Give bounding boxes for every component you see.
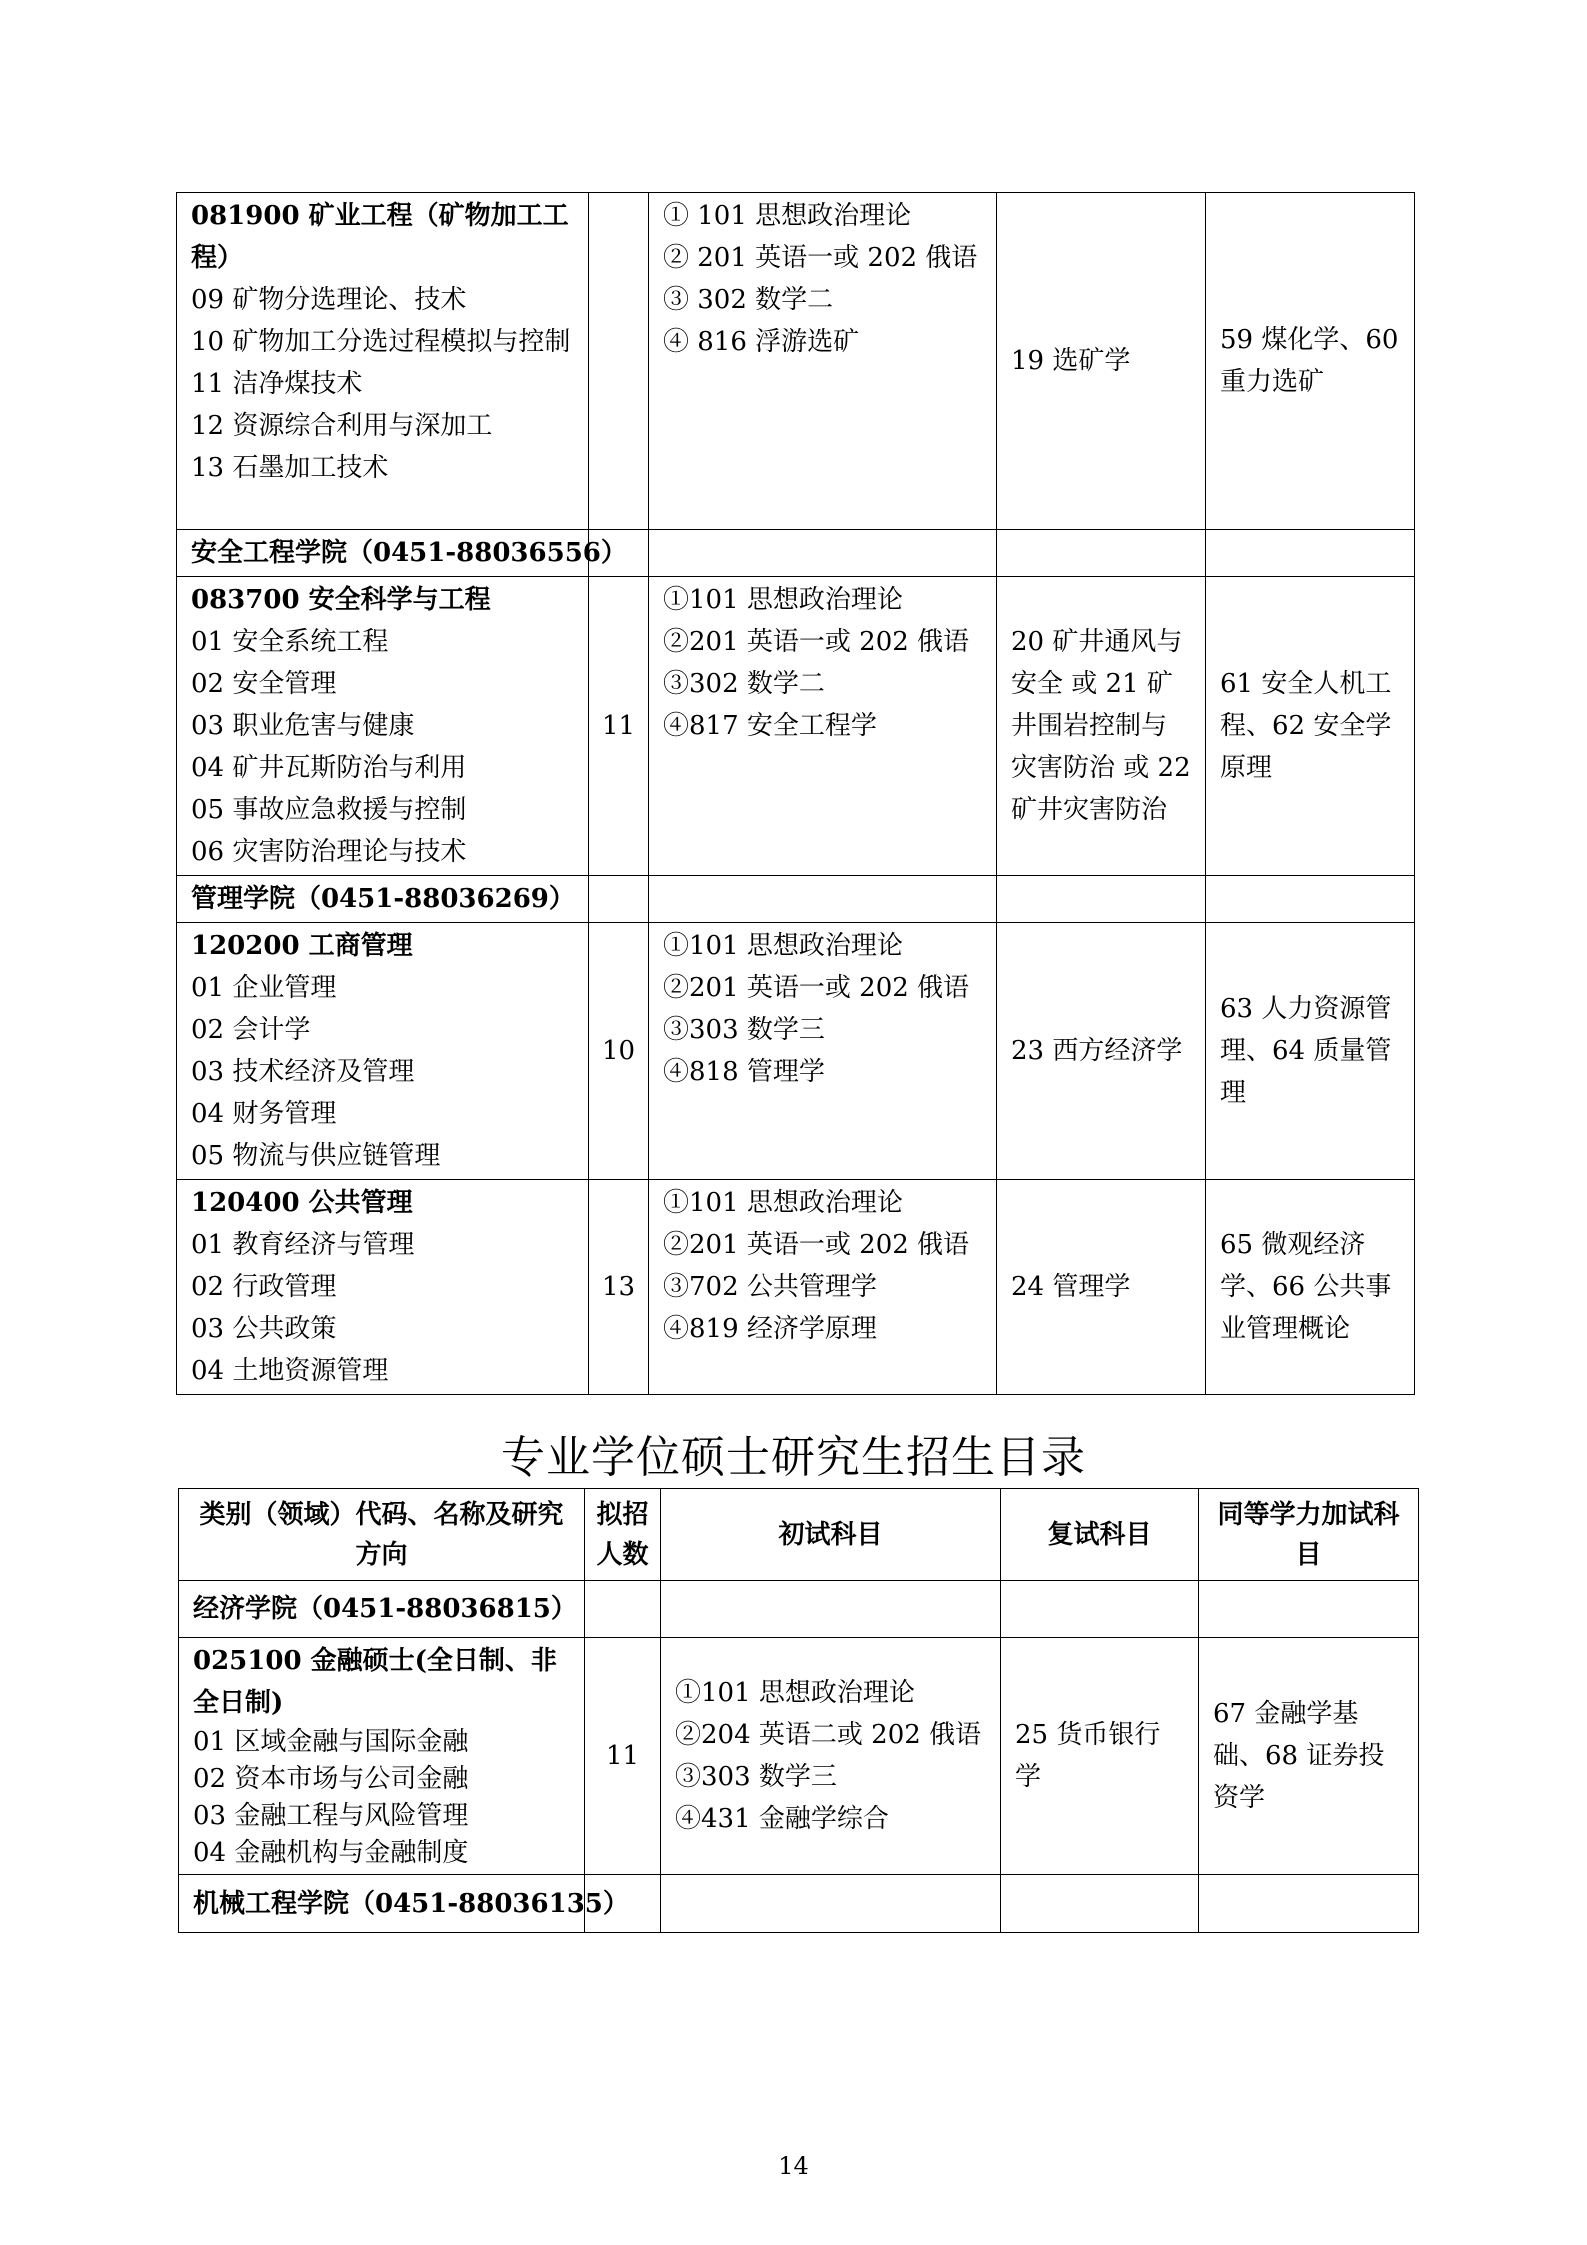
- exam-subject: ④817 安全工程学: [663, 711, 877, 741]
- direction: 04 矿井瓦斯防治与利用: [191, 753, 467, 783]
- retest-cell: 25 货币银行学: [1001, 1638, 1199, 1875]
- direction: 02 安全管理: [191, 669, 337, 699]
- exam-subject: ④818 管理学: [663, 1057, 825, 1087]
- program-cell: [179, 1638, 585, 1875]
- department-name: 机械工程学院（0451-88036135）: [179, 1875, 585, 1933]
- empty-cell: [997, 876, 1206, 923]
- exam-subject: ④819 经济学原理: [663, 1314, 877, 1344]
- empty-cell: [997, 530, 1206, 577]
- exam-subject: ①101 思想政治理论: [663, 1188, 903, 1218]
- extra-exam-cell: 65 微观经济学、66 公共事业管理概论: [1206, 1180, 1415, 1395]
- retest-cell: 24 管理学: [997, 1180, 1206, 1395]
- empty-cell: [661, 1581, 1001, 1638]
- direction: 04 土地资源管理: [191, 1356, 389, 1386]
- empty-cell: [1199, 1581, 1419, 1638]
- exam-subject: ① 101 思想政治理论: [663, 201, 912, 231]
- quota-cell: 11: [585, 1638, 661, 1875]
- direction: 03 公共政策: [191, 1314, 337, 1344]
- empty-cell: [1199, 1875, 1419, 1933]
- department-row: [179, 1581, 1419, 1638]
- empty-cell: [661, 1875, 1001, 1933]
- direction: 01 企业管理: [191, 973, 337, 1003]
- exam-subject: ①101 思想政治理论: [663, 931, 903, 961]
- direction: 05 事故应急救援与控制: [191, 795, 467, 825]
- direction: 13 石墨加工技术: [191, 453, 389, 483]
- extra-exam-cell: 59 煤化学、60 重力选矿: [1206, 193, 1415, 530]
- direction: 11 洁净煤技术: [191, 369, 363, 399]
- department-row: [177, 876, 1415, 923]
- empty-cell: [649, 876, 997, 923]
- catalog-table-professional: [178, 1488, 1419, 1933]
- exam-subject: ②201 英语一或 202 俄语: [663, 627, 970, 657]
- exam-cell: [649, 193, 997, 530]
- exam-subject: ③303 数学三: [663, 1015, 825, 1045]
- direction: 03 技术经济及管理: [191, 1057, 415, 1087]
- department-row: [177, 530, 1415, 577]
- program-cell: [177, 1180, 589, 1395]
- direction: 01 安全系统工程: [191, 627, 389, 657]
- quota-cell: [589, 193, 649, 530]
- direction: 01 区域金融与国际金融: [193, 1727, 469, 1757]
- program-cell: [177, 923, 589, 1180]
- direction: 06 灾害防治理论与技术: [191, 837, 467, 867]
- exam-subject: ③302 数学二: [663, 669, 825, 699]
- direction: 02 行政管理: [191, 1272, 337, 1302]
- department-name: 经济学院（0451-88036815）: [179, 1581, 585, 1638]
- quota-cell: 10: [589, 923, 649, 1180]
- direction: 12 资源综合利用与深加工: [191, 411, 493, 441]
- exam-cell: [649, 577, 997, 876]
- direction: 01 教育经济与管理: [191, 1230, 415, 1260]
- extra-exam-cell: 63 人力资源管理、64 质量管理: [1206, 923, 1415, 1180]
- exam-subject: ③ 302 数学二: [663, 285, 834, 315]
- section-title: 专业学位硕士研究生招生目录: [501, 1432, 1086, 1483]
- exam-subject: ③303 数学三: [675, 1762, 837, 1792]
- empty-cell: [1001, 1875, 1199, 1933]
- program-row: [179, 1638, 1419, 1875]
- page-number: 14: [778, 2152, 809, 2180]
- exam-subject: ②201 英语一或 202 俄语: [663, 1230, 970, 1260]
- program-row: [177, 193, 1415, 530]
- header-quota: 拟招人数: [585, 1489, 661, 1581]
- exam-subject: ②204 英语二或 202 俄语: [675, 1720, 982, 1750]
- department-name: 管理学院（0451-88036269）: [177, 876, 589, 923]
- exam-subject: ② 201 英语一或 202 俄语: [663, 243, 978, 273]
- quota-cell: 13: [589, 1180, 649, 1395]
- header-retest: 复试科目: [1001, 1489, 1199, 1581]
- program-row: [177, 1180, 1415, 1395]
- retest-cell: 20 矿井通风与安全 或 21 矿井围岩控制与灾害防治 或 22 矿井灾害防治: [997, 577, 1206, 876]
- header-row: [179, 1489, 1419, 1581]
- empty-cell: [589, 876, 649, 923]
- header-exams: 初试科目: [661, 1489, 1001, 1581]
- department-row: [179, 1875, 1419, 1933]
- direction: 02 资本市场与公司金融: [193, 1764, 469, 1794]
- direction: 05 物流与供应链管理: [191, 1141, 441, 1171]
- exam-subject: ④ 816 浮游选矿: [663, 327, 860, 357]
- exam-subject: ③702 公共管理学: [663, 1272, 877, 1302]
- exam-subject: ①101 思想政治理论: [675, 1678, 915, 1708]
- exam-cell: [649, 1180, 997, 1395]
- direction: 03 金融工程与风险管理: [193, 1801, 469, 1831]
- program-row: [177, 577, 1415, 876]
- direction: 02 会计学: [191, 1015, 311, 1045]
- retest-cell: 23 西方经济学: [997, 923, 1206, 1180]
- program-title: 081900 矿业工程（矿物加工工程）: [191, 201, 569, 273]
- header-program: 类别（领域）代码、名称及研究方向: [179, 1489, 585, 1581]
- program-title: 120200 工商管理: [191, 931, 413, 961]
- retest-cell: 19 选矿学: [997, 193, 1206, 530]
- exam-subject: ④431 金融学综合: [675, 1804, 889, 1834]
- empty-cell: [649, 530, 997, 577]
- direction: 09 矿物分选理论、技术: [191, 285, 467, 315]
- program-title: 120400 公共管理: [191, 1188, 413, 1218]
- exam-subject: ①101 思想政治理论: [663, 585, 903, 615]
- exam-cell: [661, 1638, 1001, 1875]
- direction: 03 职业危害与健康: [191, 711, 415, 741]
- extra-exam-cell: 61 安全人机工程、62 安全学原理: [1206, 577, 1415, 876]
- direction: 04 金融机构与金融制度: [193, 1838, 469, 1868]
- exam-cell: [649, 923, 997, 1180]
- direction: 10 矿物加工分选过程模拟与控制: [191, 327, 571, 357]
- empty-cell: [1001, 1581, 1199, 1638]
- empty-cell: [585, 1581, 661, 1638]
- empty-cell: [1206, 530, 1415, 577]
- direction: 04 财务管理: [191, 1099, 337, 1129]
- header-extra: 同等学力加试科目: [1199, 1489, 1419, 1581]
- program-cell: [177, 577, 589, 876]
- exam-subject: ②201 英语一或 202 俄语: [663, 973, 970, 1003]
- catalog-table-academic: [176, 192, 1415, 1395]
- empty-cell: [1206, 876, 1415, 923]
- program-cell: [177, 193, 589, 530]
- department-name: 安全工程学院（0451-88036556）: [177, 530, 589, 577]
- extra-exam-cell: 67 金融学基础、68 证券投资学: [1199, 1638, 1419, 1875]
- quota-cell: 11: [589, 577, 649, 876]
- program-row: [177, 923, 1415, 1180]
- program-title: 083700 安全科学与工程: [191, 585, 491, 615]
- program-title: 025100 金融硕士(全日制、非全日制): [193, 1646, 557, 1718]
